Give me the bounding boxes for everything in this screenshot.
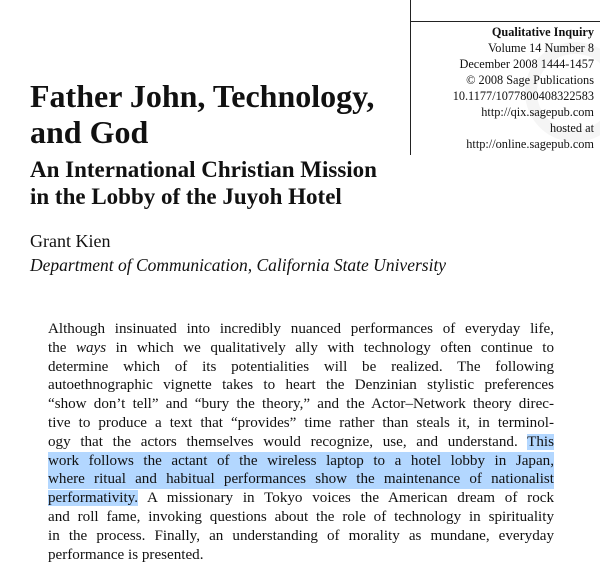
highlighted-text: This (527, 433, 554, 450)
title-line-2: and God (30, 114, 149, 150)
abstract-text: and roll fame, invoking questions about the role of technology in spirituality (48, 508, 554, 525)
abstract-line (48, 546, 554, 565)
abstract-text: determine which of its potentialities will be realized. The following (48, 358, 554, 375)
abstract-text: the (48, 339, 76, 356)
journal-metadata (453, 24, 594, 152)
abstract-line (48, 527, 554, 546)
box-vertical-rule (410, 0, 411, 155)
journal-hosted-label: hosted at (549, 121, 594, 135)
abstract-line (48, 320, 554, 339)
abstract-text: tive to produce a text that “provides” time rather than steals it, in terminol- (48, 414, 554, 431)
article-title (30, 78, 374, 150)
journal-info-box (410, 0, 600, 155)
author-affiliation: Department of Communication, California State University (30, 255, 447, 275)
abstract-line (48, 414, 554, 433)
journal-host-url: http://online.sagepub.com (466, 137, 594, 151)
abstract-text: performance is presented. (48, 546, 204, 563)
journal-doi: 10.1177/1077800408322583 (452, 89, 594, 103)
abstract-line (48, 395, 554, 414)
abstract-line (48, 433, 554, 452)
journal-name: Qualitative Inquiry (491, 25, 594, 39)
abstract-text (48, 340, 554, 356)
article-subtitle (30, 156, 377, 210)
highlighted-text: performativity. (48, 490, 138, 507)
abstract-text: Although insinuated into incredibly nuanced performances of everyday life, (48, 321, 554, 337)
abstract-line-highlighted (48, 452, 554, 471)
abstract-text: in the process. Finally, an understanding of morality as mundane, everyday (48, 527, 554, 544)
abstract-line (48, 358, 554, 377)
journal-issue: December 2008 1444-1457 (459, 57, 594, 71)
abstract-line (48, 376, 554, 395)
abstract-text: ogy that the actors themselves would recognize, use, and understand. (48, 433, 528, 450)
author-name: Grant Kien (30, 231, 111, 251)
subtitle-line-1: An International Christian Mission (30, 157, 377, 182)
abstract-paragraph (48, 320, 554, 564)
highlighted-text: work follows the actant of the wireless laptop to a hotel lobby in Japan, (48, 452, 554, 469)
journal-volume: Volume 14 Number 8 (488, 41, 594, 55)
subtitle-line-2: in the Lobby of the Juyoh Hotel (30, 184, 342, 209)
abstract-line (48, 489, 554, 508)
abstract-text: in which we qualitatively ally with technology often continue to (106, 339, 554, 356)
highlighted-text: where ritual and habitual performances show the maintenance of nationalist (48, 471, 554, 488)
abstract-line (48, 508, 554, 527)
abstract-line-highlighted (48, 470, 554, 489)
emphasized-word: ways (75, 339, 107, 356)
abstract-text (48, 490, 554, 506)
journal-url: http://qix.sagepub.com (481, 105, 594, 119)
title-line-1: Father John, Technology, (30, 78, 375, 114)
abstract-text: “show don’t tell” and “bury the theory,” and the Actor–Network theory direc- (48, 396, 554, 413)
abstract-line (48, 339, 554, 358)
journal-copyright: © 2008 Sage Publications (466, 73, 594, 87)
box-horizontal-rule (410, 21, 600, 22)
abstract-text: autoethnographic vignette takes to heart the Denzinian stylistic preferences (48, 377, 554, 394)
abstract-text: A missionary in Tokyo voices the American dream of rock (137, 490, 554, 507)
